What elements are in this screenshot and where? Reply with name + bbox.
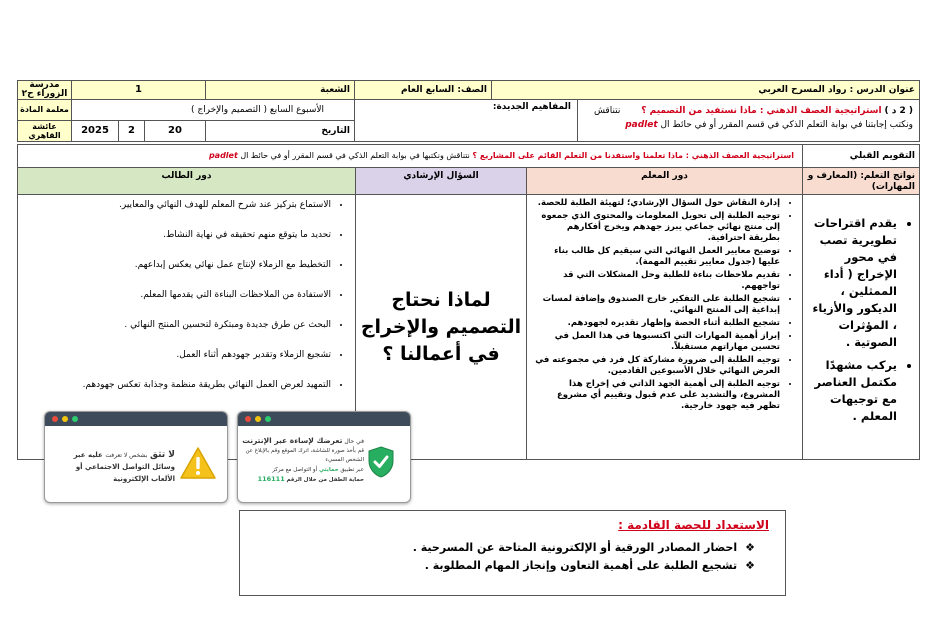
warning-text-2: عليه عبر وسائل التواصل الاجتماعي أو الألعاب الإلكترونية: [73, 451, 175, 483]
prior-eval-label-cell: [802, 144, 920, 168]
list-item: • الاستفادة من الملاحظات البناءة التي يقدمها المعلم.: [26, 289, 331, 302]
section-value: 1: [135, 84, 142, 95]
green-dot-icon: [265, 416, 271, 422]
next-lesson-title: [240, 517, 769, 533]
school-label: مدرسة الزوراء ح٢: [21, 80, 68, 99]
prior-strategy: استراتيجية العصف الذهني : ماذا تعلمنا واستفدنا من التعلم القائم على المشاريع ؟: [472, 151, 794, 160]
shield-check-icon: [366, 445, 396, 479]
strategy-instruction: ونكتب إجابتنا في بوابة التعلم الذكي في قسم المقرر أو في حائط ال: [660, 120, 913, 130]
date-month-cell: [118, 120, 145, 142]
teacher-role-title: دور المعلم: [641, 171, 688, 181]
list-item: • إدارة النقاش حول السؤال الإرشادي؛ لتهيئة الطلبة للحصة.: [533, 198, 780, 209]
prior-padlet: padlet: [208, 151, 238, 160]
strategy-line-2: [578, 118, 913, 132]
list-item: • التخطيط مع الزملاء لإنتاج عمل نهائي يعكس إبداعهم.: [26, 259, 331, 272]
section-value-cell: [71, 80, 206, 100]
prior-eval-cell: [17, 144, 803, 168]
list-item: • تشجيع الزملاء وتقدير جهودهم أثناء العمل.: [26, 349, 331, 362]
list-item: • يقدم اقتراحات تطويرية تصب في محور الإخراج ( أداء الممثلين ، الديكور والأزياء ، المؤثرات الصوتية .: [811, 215, 897, 351]
teacher-name: عائشة القاهري: [28, 122, 61, 140]
date-label-cell: [205, 120, 355, 142]
prior-instruction: نتناقش ونكتبها في بوابة التعلم الذكي في قسم المقرر أو في حائط ال: [240, 151, 470, 160]
next-lesson-item-text: تشجيع الطلبة على أهمية التعاون وإنجاز المهام المطلوبة .: [424, 559, 738, 572]
grade-cell: [354, 80, 492, 100]
school-cell: [17, 80, 72, 100]
warning-bold: لا تثق: [149, 450, 175, 460]
list-item: • التمهيد لعرض العمل النهائي بطريقة منظمة وجذابة تعكس جهودهم.: [26, 379, 331, 392]
list-item: • توجيه الطلبة إلى ضرورة مشاركة كل فرد في مجموعته في العرض النهائي خلال الأسبوعين القادمين.: [533, 355, 780, 377]
guiding-question-header: [355, 167, 527, 195]
strategy-duration: ( 2 د ): [884, 106, 913, 116]
warning-text-1: بشخص لا تعرفت: [105, 452, 148, 459]
safety-card-titlebar: [238, 412, 410, 426]
strategy-cell: [577, 99, 920, 142]
strategy-line-1: [578, 104, 913, 118]
grade-label: الصف: السابع العام: [401, 85, 487, 95]
lesson-title-cell: [491, 80, 920, 100]
section-label-cell: [205, 80, 355, 100]
warning-text: [53, 449, 175, 485]
week-cell: [71, 99, 355, 121]
list-item: • إبراز أهمية المهارات التي اكتسبوها في هذا العمل في تحسين مهاراتهم مستقبلاً.: [533, 331, 780, 353]
teacher-role-cell: [17, 99, 72, 121]
warning-icon: [179, 446, 217, 480]
date-day-cell: [144, 120, 206, 142]
guiding-question-line-3: في أعمالنا ؟: [382, 343, 500, 365]
student-role-title: دور الطالب: [161, 171, 212, 181]
diamond-bullet-icon: ❖: [745, 559, 755, 572]
list-item: • البحث عن طرق جديدة ومبتكرة لتحسين المنتج النهائي .: [26, 319, 331, 332]
green-dot-icon: [72, 416, 78, 422]
safety-text: [242, 436, 364, 486]
teacher-role-header: [526, 167, 803, 195]
prior-eval-label: التقويم القبلي: [849, 151, 915, 161]
list-item: • توجيه الطلبة إلى أهمية الجهد الذاتي في إخراج هذا المشروع، والتشديد على عدم قبول وتقييم أي مشروع تظهر فيه جهود خارجية.: [533, 379, 780, 412]
diamond-bullet-icon: ❖: [745, 541, 755, 554]
list-item: • تشجيع الطلبة على التفكير خارج الصندوق وإضافة لمسات إبداعية إلى المنتج النهائي.: [533, 294, 780, 316]
next-lesson-item: [240, 539, 755, 557]
new-concepts-cell: [354, 99, 578, 142]
teacher-role: معلمة المادة: [20, 105, 69, 114]
list-item: • توجيه الطلبة إلى تحويل المعلومات والمحتوى الذي جمعوه إلى منتج نهائي جماعي يبرز جهدهم ويخرج أفكارهم بطريقة احترافية.: [533, 211, 780, 244]
next-lesson-box: [239, 510, 786, 596]
next-lesson-title-text: الاستعداد للحصة القادمة :: [618, 518, 769, 532]
yellow-dot-icon: [255, 416, 261, 422]
outcomes-title: نواتج التعلم: (المعارف و المهارات): [807, 171, 915, 192]
week-text: الأسبوع السابع ( التصميم والإخراج ): [190, 105, 324, 115]
date-label: التاريخ: [321, 126, 350, 136]
safety-number: 116111: [257, 475, 285, 483]
guiding-question-line-2: التصميم والإخراج: [360, 316, 522, 338]
warning-card: [44, 411, 228, 503]
date-year-cell: [71, 120, 119, 142]
outcomes-header: [802, 167, 920, 195]
guiding-question: [356, 287, 526, 368]
date-day: 20: [168, 125, 182, 136]
warning-card-titlebar: [45, 412, 227, 426]
list-item: • تحديد ما يتوقع منهم تحقيقه في نهاية النشاط.: [26, 229, 331, 242]
strategy-question: استراتيجية العصف الذهني : ماذا نستفيد من التصميم ؟: [641, 106, 882, 116]
red-dot-icon: [52, 416, 58, 422]
red-dot-icon: [245, 416, 251, 422]
safety-headline: تعرضك لإساءة عبر الإنترنت: [242, 436, 343, 445]
teacher-name-cell: [17, 120, 72, 142]
safety-card: [237, 411, 411, 503]
next-lesson-item-text: احضار المصادر الورقية أو الإلكترونية المتاحة عن المسرحية .: [412, 541, 738, 554]
strategy-discuss: نتناقش: [593, 106, 621, 116]
safety-line-3b: أو التواصل مع مركز: [272, 466, 318, 473]
yellow-dot-icon: [62, 416, 68, 422]
outcomes-column: [802, 194, 920, 460]
safety-prefix: في حال: [344, 438, 364, 445]
list-item: • توضيح معايير العمل النهائي التي سيقيم كل طالب بناء عليها (جدول معايير تقييم المهمة).: [533, 246, 780, 268]
next-lesson-item: [240, 557, 755, 575]
list-item: • تشجيع الطلبة أثناء الحصة وإظهار تقديره لجهودهم.: [533, 318, 780, 329]
guiding-question-title: السؤال الإرشادي: [403, 171, 479, 181]
safety-line-2: قم بأخذ صورة للشاشة، اترك الموقع وقم بالإبلاغ عن الشخص المسيء: [245, 447, 364, 463]
safety-line-3a: عبر تطبيق: [340, 466, 364, 473]
date-month: 2: [128, 125, 135, 136]
safety-line-4: حماية الطفل من خلال الرقم: [286, 477, 364, 483]
padlet-label: padlet: [625, 120, 658, 130]
list-item: • تقديم ملاحظات بناءة للطلبة وحل المشكلات التي قد تواجههم.: [533, 270, 780, 292]
list-item: • يركب مشهدًا مكتمل العناصر مع توجيهات المعلم .: [811, 357, 897, 425]
section-label: الشعبة: [320, 85, 350, 95]
list-item: • الاستماع بتركيز عند شرح المعلم للهدف النهائي والمعايير.: [26, 199, 331, 212]
teacher-role-column: [526, 194, 803, 460]
date-year: 2025: [81, 125, 109, 136]
safety-app-name: حمايتي: [318, 466, 339, 473]
guiding-question-line-1: لماذا نحتاج: [391, 289, 491, 311]
new-concepts-label: المفاهيم الجديدة:: [492, 102, 571, 112]
student-role-header: [17, 167, 356, 195]
lesson-title: عنوان الدرس : رواد المسرح العربي: [758, 85, 915, 95]
